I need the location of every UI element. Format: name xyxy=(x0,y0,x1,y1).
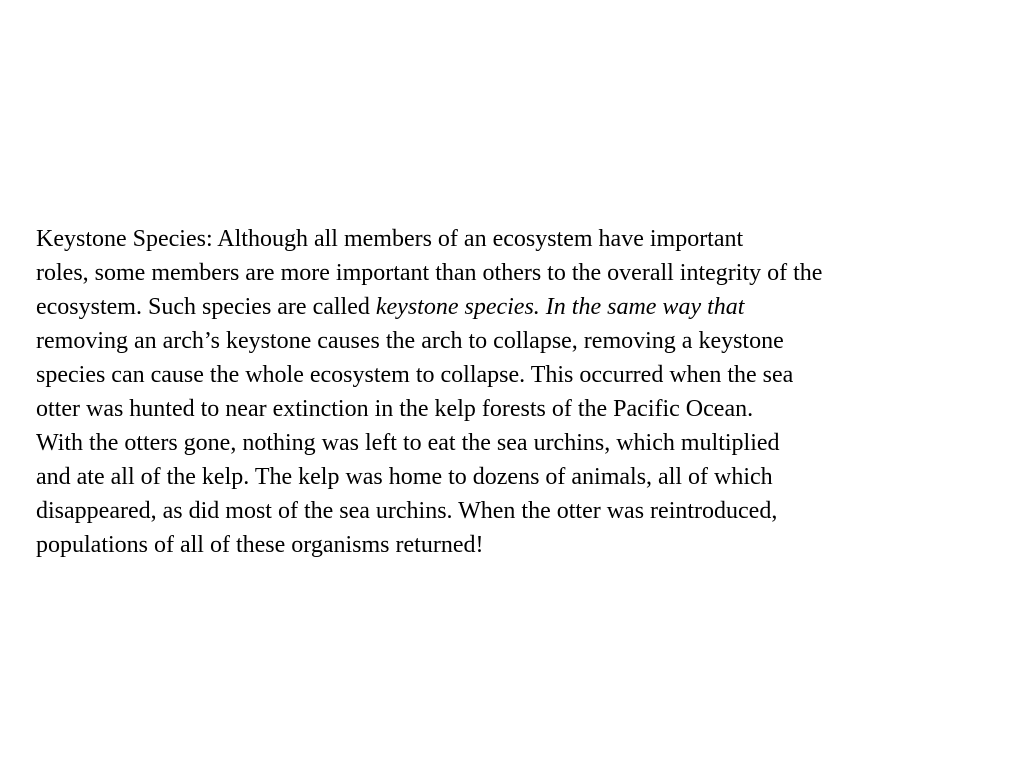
text-line-3 xyxy=(36,290,996,324)
text-line-10: populations of all of these organisms returned! xyxy=(36,532,484,558)
text-line-1: Keystone Species: Although all members of an ecosystem have important xyxy=(36,226,744,252)
text-line-9: disappeared, as did most of the sea urchins. When the otter was reintroduced, xyxy=(36,498,778,524)
keystone-species-paragraph xyxy=(36,222,996,562)
text-line-2: roles, some members are more important than others to the overall integrity of the xyxy=(36,260,823,286)
text-line-3-plain: ecosystem. Such species are called xyxy=(36,294,376,320)
text-line-7: With the otters gone, nothing was left to eat the sea urchins, which multiplied xyxy=(36,430,780,456)
keystone-species-term: keystone species. In the same way that xyxy=(375,294,745,320)
text-line-4: removing an arch’s keystone causes the arch to collapse, removing a keystone xyxy=(36,328,784,354)
text-line-6: otter was hunted to near extinction in the kelp forests of the Pacific Ocean. xyxy=(36,396,754,422)
text-line-8: and ate all of the kelp. The kelp was home to dozens of animals, all of which xyxy=(36,464,773,490)
text-line-5: species can cause the whole ecosystem to collapse. This occurred when the sea xyxy=(36,362,794,388)
